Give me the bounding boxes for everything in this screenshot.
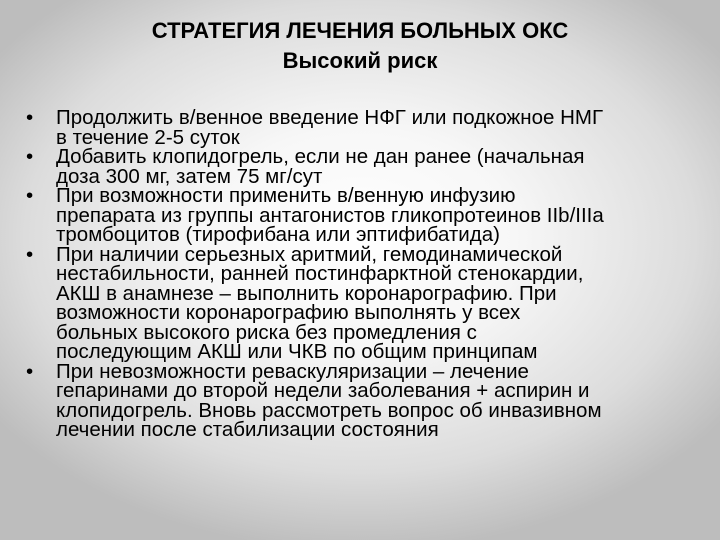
bullet-marker: • [26,145,34,168]
bullet-line: Добавить клопидогрель, если не дан ранее (начальная [56,145,585,168]
bullet-line: в течение 2-5 суток [56,125,240,149]
bullet-list [26,108,702,440]
bullet-item [26,359,702,441]
slide-title [0,16,720,76]
bullet-item [26,147,702,186]
bullet-line: АКШ в анамнезе – выполнить коронарографию. При [56,281,557,305]
bullet-line: лечении после стабилизации состояния [56,418,439,441]
bullet-line: нестабильности, ранней постинфарктной стенокардии, [56,262,584,285]
title-line-subtitle: Высокий риск [282,48,438,73]
bullet-line: больных высокого риска без промедления с [56,320,477,344]
bullet-marker: • [26,359,34,383]
bullet-line: При наличии серьезных аритмий, гемодинамической [56,242,563,266]
bullet-marker: • [26,106,34,129]
bullet-marker: • [26,184,34,207]
title-line-main: СТРАТЕГИЯ ЛЕЧЕНИЯ БОЛЬНЫХ ОКС [151,18,569,43]
bullet-marker: • [26,242,34,266]
bullet-line: доза 300 мг, затем 75 мг/сут [56,164,323,188]
bullet-line: При возможности применить в/венную инфузию [56,184,516,207]
bullet-line: тромбоцитов (тирофибана или эптифибатида) [56,223,500,246]
bullet-item [26,186,702,245]
bullet-item [26,108,702,147]
bullet-line: При невозможности реваскуляризации – лечение [56,359,529,383]
bullet-line: препарата из группы антагонистов гликопротеинов IIb/IIIa [56,203,604,227]
bullet-line: клопидогрель. Вновь рассмотреть вопрос об инвазивном [56,398,602,422]
bullet-line: возможности коронарографию выполнять у всех [56,301,521,324]
bullet-item [26,242,702,363]
bullet-line: гепаринами до второй недели заболевания + аспирин и [56,379,590,402]
bullet-line: последующим АКШ или ЧКВ по общим принципам [56,340,538,363]
bullet-line: Продолжить в/венное введение НФГ или подкожное НМГ [56,106,604,129]
